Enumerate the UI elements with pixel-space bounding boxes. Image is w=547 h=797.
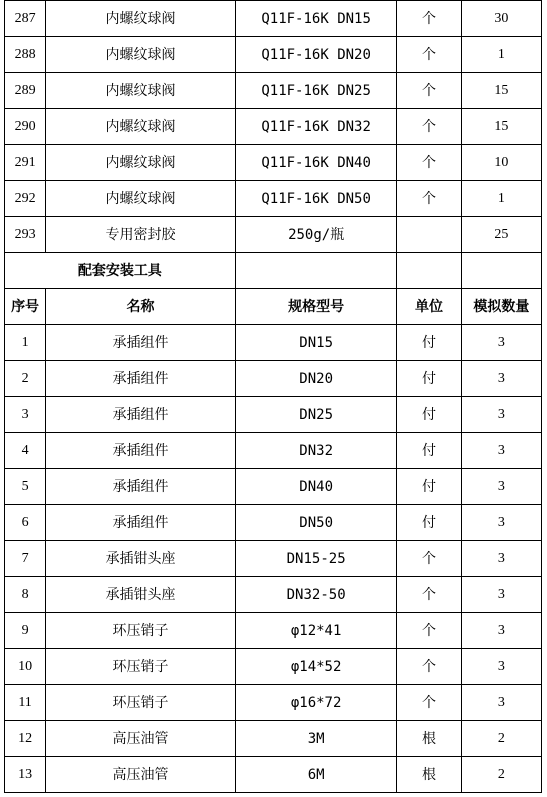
table-row [5, 505, 542, 541]
name-cell: 环压销子 [46, 685, 236, 721]
index-cell: 序号 [5, 289, 46, 325]
name-cell: 承插组件 [46, 325, 236, 361]
unit-cell: 付 [397, 433, 461, 469]
materials-table-body [5, 1, 542, 793]
name-cell: 承插钳头座 [46, 577, 236, 613]
table-row [5, 73, 542, 109]
unit-cell: 根 [397, 721, 461, 757]
quantity-cell: 25 [461, 217, 541, 253]
quantity-cell: 1 [461, 181, 541, 217]
spec-cell: DN50 [235, 505, 397, 541]
spec-cell: DN32-50 [235, 577, 397, 613]
table-row [5, 757, 542, 793]
index-cell: 13 [5, 757, 46, 793]
quantity-cell: 15 [461, 109, 541, 145]
quantity-cell: 3 [461, 541, 541, 577]
spec-cell: 3M [235, 721, 397, 757]
empty-cell [461, 253, 541, 289]
index-cell: 288 [5, 37, 46, 73]
table-row [5, 613, 542, 649]
unit-cell: 付 [397, 397, 461, 433]
unit-cell: 个 [397, 73, 461, 109]
table-row [5, 181, 542, 217]
section-title: 配套安装工具 [5, 253, 236, 289]
index-cell: 293 [5, 217, 46, 253]
unit-cell: 付 [397, 325, 461, 361]
table-header-row [5, 289, 542, 325]
spec-cell: DN15-25 [235, 541, 397, 577]
unit-cell: 单位 [397, 289, 461, 325]
index-cell: 290 [5, 109, 46, 145]
quantity-cell: 3 [461, 505, 541, 541]
index-cell: 4 [5, 433, 46, 469]
index-cell: 6 [5, 505, 46, 541]
name-cell: 名称 [46, 289, 236, 325]
name-cell: 环压销子 [46, 613, 236, 649]
index-cell: 289 [5, 73, 46, 109]
name-cell: 承插组件 [46, 397, 236, 433]
empty-cell [235, 253, 397, 289]
name-cell: 内螺纹球阀 [46, 109, 236, 145]
table-row [5, 1, 542, 37]
index-cell: 292 [5, 181, 46, 217]
name-cell: 承插组件 [46, 361, 236, 397]
spec-cell: Q11F-16K DN20 [235, 37, 397, 73]
spec-cell: DN32 [235, 433, 397, 469]
table-row [5, 397, 542, 433]
quantity-cell: 2 [461, 721, 541, 757]
spec-cell: DN15 [235, 325, 397, 361]
index-cell: 9 [5, 613, 46, 649]
table-row [5, 649, 542, 685]
name-cell: 高压油管 [46, 721, 236, 757]
spec-cell: φ12*41 [235, 613, 397, 649]
materials-table [4, 0, 542, 793]
quantity-cell: 3 [461, 361, 541, 397]
name-cell: 承插组件 [46, 505, 236, 541]
quantity-cell: 3 [461, 469, 541, 505]
spec-cell: Q11F-16K DN32 [235, 109, 397, 145]
unit-cell: 个 [397, 577, 461, 613]
unit-cell: 个 [397, 649, 461, 685]
table-row [5, 37, 542, 73]
index-cell: 7 [5, 541, 46, 577]
quantity-cell: 3 [461, 325, 541, 361]
spec-cell: Q11F-16K DN25 [235, 73, 397, 109]
spec-cell: 规格型号 [235, 289, 397, 325]
spec-cell: Q11F-16K DN40 [235, 145, 397, 181]
name-cell: 内螺纹球阀 [46, 181, 236, 217]
name-cell: 内螺纹球阀 [46, 37, 236, 73]
index-cell: 287 [5, 1, 46, 37]
name-cell: 承插钳头座 [46, 541, 236, 577]
quantity-cell: 3 [461, 433, 541, 469]
spec-cell: φ14*52 [235, 649, 397, 685]
name-cell: 内螺纹球阀 [46, 1, 236, 37]
index-cell: 1 [5, 325, 46, 361]
spec-cell: DN20 [235, 361, 397, 397]
index-cell: 10 [5, 649, 46, 685]
name-cell: 内螺纹球阀 [46, 73, 236, 109]
table-row [5, 361, 542, 397]
table-row [5, 217, 542, 253]
index-cell: 3 [5, 397, 46, 433]
spec-cell: 250g/瓶 [235, 217, 397, 253]
index-cell: 11 [5, 685, 46, 721]
name-cell: 承插组件 [46, 433, 236, 469]
index-cell: 12 [5, 721, 46, 757]
index-cell: 2 [5, 361, 46, 397]
unit-cell: 个 [397, 541, 461, 577]
table-row [5, 721, 542, 757]
unit-cell: 个 [397, 685, 461, 721]
section-title-row [5, 253, 542, 289]
quantity-cell: 3 [461, 577, 541, 613]
table-row [5, 145, 542, 181]
unit-cell: 个 [397, 181, 461, 217]
table-row [5, 685, 542, 721]
table-row [5, 541, 542, 577]
table-row [5, 433, 542, 469]
spec-cell: DN40 [235, 469, 397, 505]
index-cell: 8 [5, 577, 46, 613]
quantity-cell: 3 [461, 397, 541, 433]
index-cell: 291 [5, 145, 46, 181]
empty-cell [397, 253, 461, 289]
quantity-cell: 15 [461, 73, 541, 109]
unit-cell: 付 [397, 505, 461, 541]
spec-cell: 6M [235, 757, 397, 793]
quantity-cell: 2 [461, 757, 541, 793]
unit-cell: 个 [397, 37, 461, 73]
unit-cell: 个 [397, 145, 461, 181]
quantity-cell: 1 [461, 37, 541, 73]
unit-cell: 付 [397, 469, 461, 505]
table-row [5, 469, 542, 505]
unit-cell: 个 [397, 613, 461, 649]
unit-cell: 付 [397, 361, 461, 397]
name-cell: 承插组件 [46, 469, 236, 505]
table-row [5, 325, 542, 361]
index-cell: 5 [5, 469, 46, 505]
spec-cell: φ16*72 [235, 685, 397, 721]
quantity-cell: 10 [461, 145, 541, 181]
unit-cell: 个 [397, 1, 461, 37]
name-cell: 高压油管 [46, 757, 236, 793]
quantity-cell: 3 [461, 613, 541, 649]
unit-cell: 个 [397, 109, 461, 145]
table-row [5, 109, 542, 145]
name-cell: 专用密封胶 [46, 217, 236, 253]
quantity-cell: 30 [461, 1, 541, 37]
quantity-cell: 3 [461, 649, 541, 685]
quantity-cell: 3 [461, 685, 541, 721]
unit-cell: 根 [397, 757, 461, 793]
spec-cell: Q11F-16K DN15 [235, 1, 397, 37]
unit-cell [397, 217, 461, 253]
name-cell: 环压销子 [46, 649, 236, 685]
name-cell: 内螺纹球阀 [46, 145, 236, 181]
spec-cell: Q11F-16K DN50 [235, 181, 397, 217]
spec-cell: DN25 [235, 397, 397, 433]
table-row [5, 577, 542, 613]
quantity-cell: 模拟数量 [461, 289, 541, 325]
